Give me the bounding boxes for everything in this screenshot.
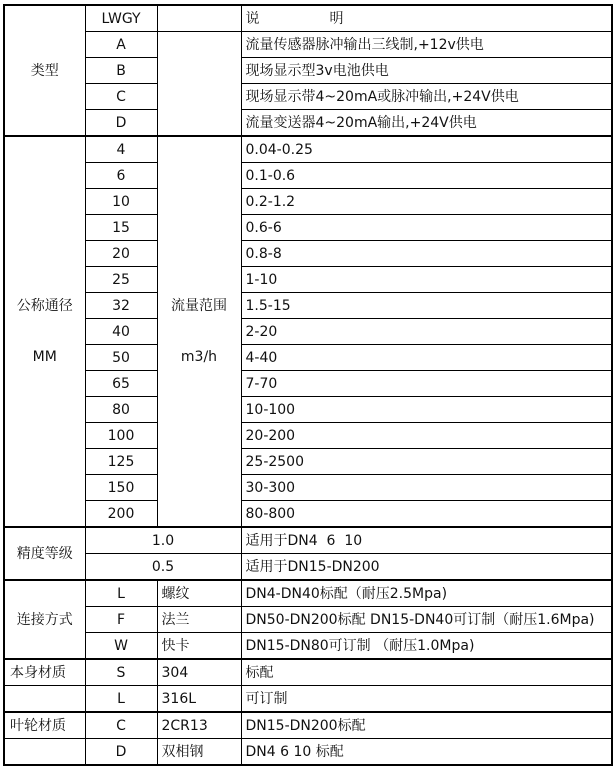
table-row <box>4 371 612 397</box>
type-section-label: 类型 <box>4 5 85 136</box>
range-cell: 0.8-8 <box>241 241 612 267</box>
accuracy-section-label: 精度等级 <box>4 527 85 580</box>
impeller-material-desc-cell: DN15-DN200标配 <box>241 712 612 739</box>
range-cell: 25-2500 <box>241 449 612 475</box>
dn-cell: 4 <box>85 136 157 163</box>
range-cell: 0.04-0.25 <box>241 136 612 163</box>
dn-cell: 100 <box>85 423 157 449</box>
diameter-label-line2: MM <box>32 348 57 365</box>
flow-range-label-line2: m3/h <box>180 348 218 365</box>
table-row <box>4 267 612 293</box>
impeller-material-name-cell: 2CR13 <box>157 712 241 739</box>
body-material-desc-cell: 可订制 <box>241 686 612 713</box>
range-cell: 0.2-1.2 <box>241 189 612 215</box>
table-row <box>4 163 612 189</box>
table-row <box>4 633 612 660</box>
type-desc-cell: 流量变送器4~20mA输出,+24V供电 <box>241 110 612 137</box>
table-row <box>4 110 612 137</box>
diameter-label-line1: 公称通径 <box>16 297 73 314</box>
table-row <box>4 319 612 345</box>
body-material-section-label: 本身材质 <box>4 659 85 686</box>
accuracy-desc-cell: 适用于DN4 6 10 <box>241 527 612 554</box>
flow-range-label-line1: 流量范围 <box>171 297 227 314</box>
dn-cell: 80 <box>85 397 157 423</box>
table-row <box>4 136 612 163</box>
range-cell: 10-100 <box>241 397 612 423</box>
table-row <box>4 84 612 110</box>
table-row <box>4 215 612 241</box>
body-material-code-cell: L <box>85 686 157 713</box>
type-desc-cell: 流量传感器脉冲输出三线制,+12v供电 <box>241 32 612 58</box>
table-row <box>4 739 612 766</box>
range-cell: 80-800 <box>241 501 612 528</box>
accuracy-grade-cell: 0.5 <box>85 554 241 581</box>
type-desc-cell: 现场显示带4~20mA或脉冲输出,+24V供电 <box>241 84 612 110</box>
accuracy-desc-cell: 适用于DN15-DN200 <box>241 554 612 581</box>
table-row <box>4 397 612 423</box>
dn-cell: 50 <box>85 345 157 371</box>
connection-desc-cell: DN50-DN200标配 DN15-DN40可订制（耐压1.6Mpa) <box>241 607 612 633</box>
connection-code-cell: L <box>85 580 157 607</box>
connection-name-cell: 螺纹 <box>157 580 241 607</box>
table-row-header <box>4 5 612 32</box>
dn-cell: 65 <box>85 371 157 397</box>
table-row <box>4 475 612 501</box>
connection-code-cell: W <box>85 633 157 660</box>
connection-desc-cell: DN15-DN80可订制 （耐压1.0Mpa) <box>241 633 612 660</box>
range-cell: 7-70 <box>241 371 612 397</box>
impeller-material-code-cell: D <box>85 739 157 766</box>
body-material-code-cell: S <box>85 659 157 686</box>
connection-code-cell: F <box>85 607 157 633</box>
range-cell: 20-200 <box>241 423 612 449</box>
model-code-header: LWGY <box>85 5 157 32</box>
table-row <box>4 686 612 713</box>
type-desc-cell: 现场显示型3v电池供电 <box>241 58 612 84</box>
connection-section-label: 连接方式 <box>4 580 85 659</box>
table-row <box>4 580 612 607</box>
connection-name-cell: 法兰 <box>157 607 241 633</box>
diameter-section-label <box>4 136 85 527</box>
table-row <box>4 607 612 633</box>
empty-label-cell <box>4 739 85 766</box>
range-cell: 1.5-15 <box>241 293 612 319</box>
table-row <box>4 712 612 739</box>
table-row <box>4 345 612 371</box>
table-row <box>4 241 612 267</box>
range-cell: 0.1-0.6 <box>241 163 612 189</box>
range-cell: 4-40 <box>241 345 612 371</box>
body-material-desc-cell: 标配 <box>241 659 612 686</box>
dn-cell: 10 <box>85 189 157 215</box>
impeller-material-desc-cell: DN4 6 10 标配 <box>241 739 612 766</box>
range-cell: 1-10 <box>241 267 612 293</box>
empty-merged-cell <box>157 32 241 137</box>
impeller-material-code-cell: C <box>85 712 157 739</box>
dn-cell: 150 <box>85 475 157 501</box>
connection-name-cell: 快卡 <box>157 633 241 660</box>
dn-cell: 6 <box>85 163 157 189</box>
table-row <box>4 554 612 581</box>
body-material-name-cell: 316L <box>157 686 241 713</box>
type-code-cell: B <box>85 58 157 84</box>
dn-cell: 15 <box>85 215 157 241</box>
type-code-cell: A <box>85 32 157 58</box>
range-cell: 0.6-6 <box>241 215 612 241</box>
table-row <box>4 527 612 554</box>
impeller-material-section-label: 叶轮材质 <box>4 712 85 739</box>
empty-label-cell <box>4 686 85 713</box>
accuracy-grade-cell: 1.0 <box>85 527 241 554</box>
range-cell: 30-300 <box>241 475 612 501</box>
empty-header-cell <box>157 5 241 32</box>
table-row <box>4 501 612 528</box>
table-row <box>4 423 612 449</box>
type-code-cell: C <box>85 84 157 110</box>
impeller-material-name-cell: 双相钢 <box>157 739 241 766</box>
dn-cell: 32 <box>85 293 157 319</box>
range-cell: 2-20 <box>241 319 612 345</box>
spec-sheet-page <box>0 4 614 764</box>
dn-cell: 20 <box>85 241 157 267</box>
type-code-cell: D <box>85 110 157 137</box>
table-row <box>4 58 612 84</box>
table-row <box>4 293 612 319</box>
body-material-name-cell: 304 <box>157 659 241 686</box>
connection-desc-cell: DN4-DN40标配（耐压2.5Mpa) <box>241 580 612 607</box>
table-row <box>4 449 612 475</box>
table-row <box>4 189 612 215</box>
dn-cell: 125 <box>85 449 157 475</box>
flow-range-label <box>157 136 241 527</box>
table-row <box>4 32 612 58</box>
dn-cell: 25 <box>85 267 157 293</box>
table-row <box>4 659 612 686</box>
dn-cell: 40 <box>85 319 157 345</box>
dn-cell: 200 <box>85 501 157 528</box>
flow-meter-spec-table <box>3 4 613 766</box>
description-header: 说 明 <box>241 5 612 32</box>
